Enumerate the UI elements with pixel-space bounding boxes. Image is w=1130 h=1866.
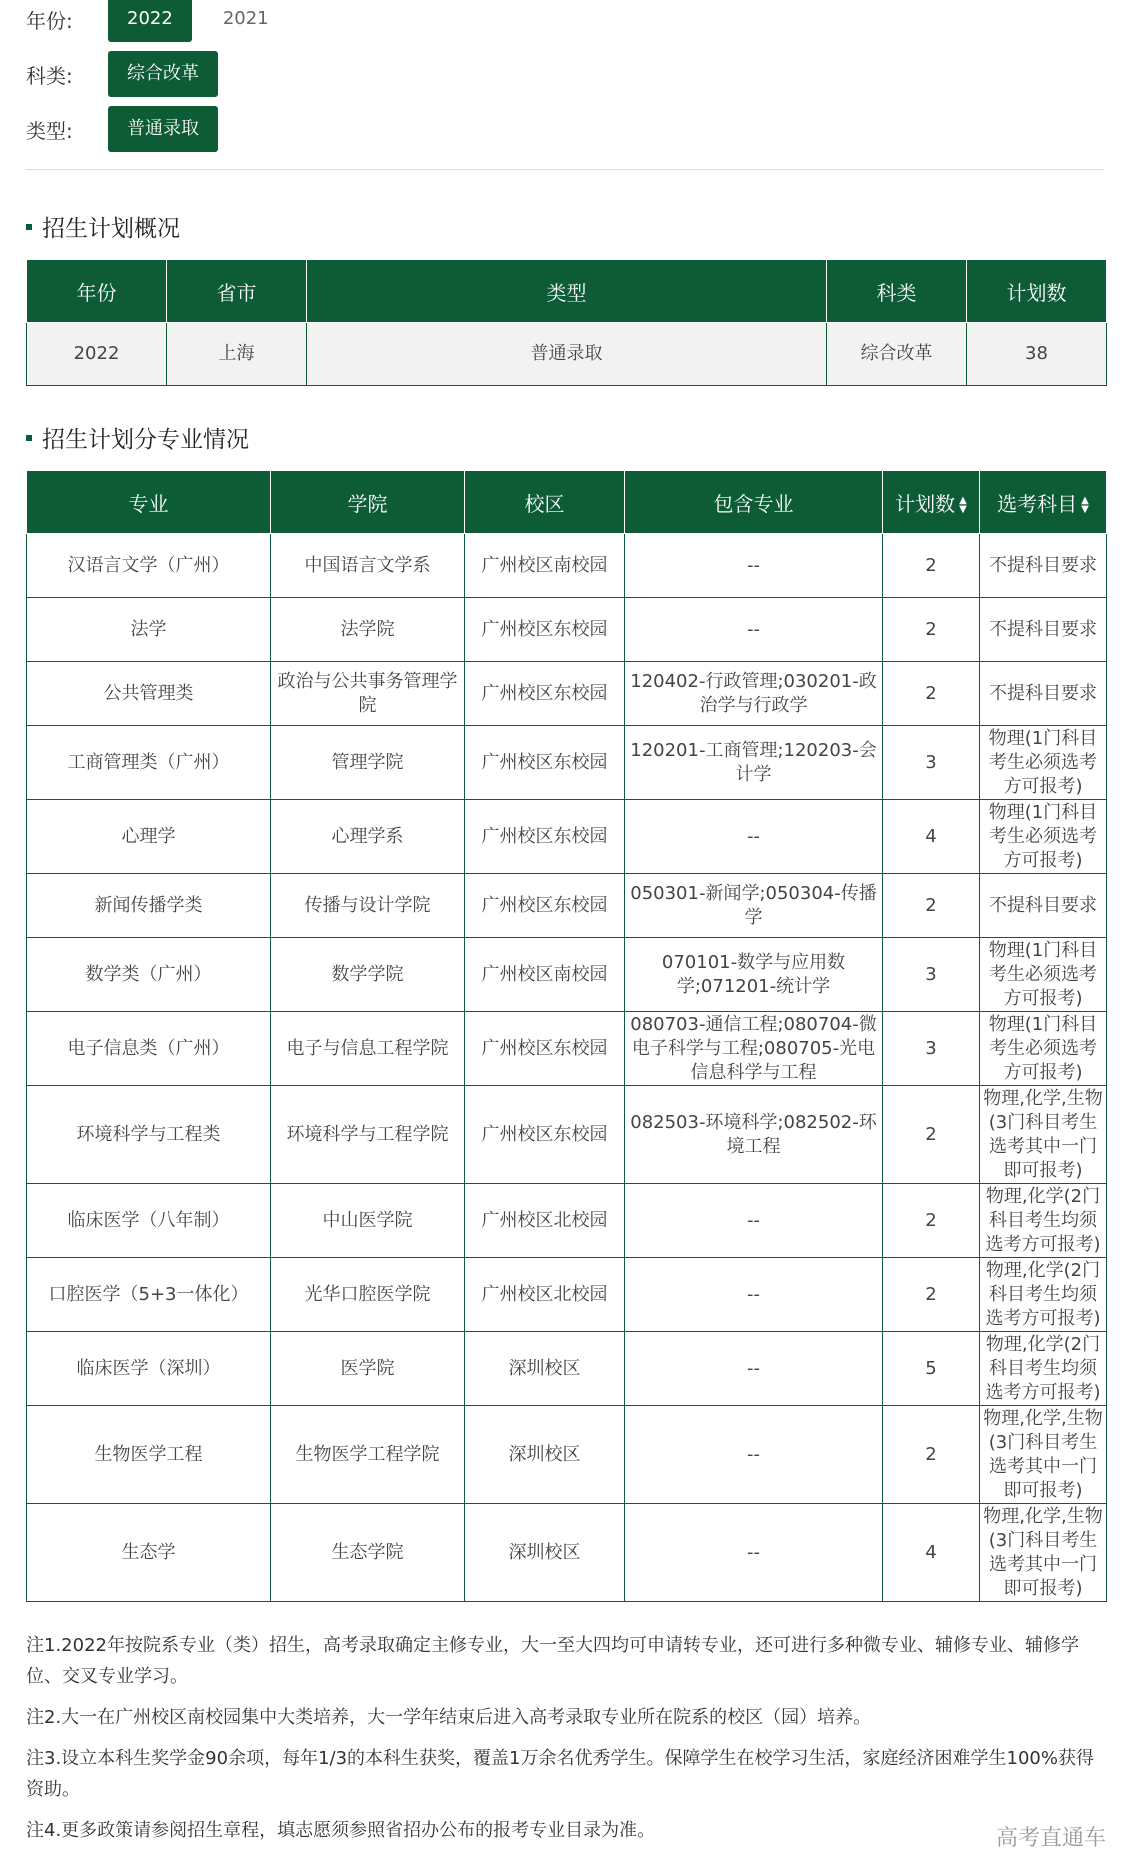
cell-plan-count: 4: [883, 1504, 980, 1602]
filter-type-row: [26, 106, 230, 152]
cell-required-subjects: 物理(1门科目考生必须选考方可报考): [980, 938, 1107, 1012]
cell-required-subjects: 不提科目要求: [980, 662, 1107, 726]
cell-major: 生物医学工程: [27, 1406, 271, 1504]
cell-required-subjects: 物理(1门科目考生必须选考方可报考): [980, 1012, 1107, 1086]
cell-college: 光华口腔医学院: [271, 1258, 465, 1332]
watermark-logo-text: 高考直通车: [995, 1826, 1106, 1851]
table-row: [27, 800, 1107, 874]
cell-major: 公共管理类: [27, 662, 271, 726]
note-item: 注2.大一在广州校区南校园集中大类培养，大一学年结束后进入高考录取专业所在院系的校区（园）培养。: [26, 1707, 872, 1728]
table-row: [27, 662, 1107, 726]
cell-plan-count: 2: [883, 1258, 980, 1332]
cell-major: 汉语言文学（广州）: [27, 534, 271, 598]
cell-required-subjects: 不提科目要求: [980, 874, 1107, 938]
cell-included-majors: --: [625, 1504, 883, 1602]
cell-required-subjects: 物理(1门科目考生必须选考方可报考): [980, 800, 1107, 874]
cell-major: 心理学: [27, 800, 271, 874]
table-row: [27, 1406, 1107, 1504]
cell-plan-count: 4: [883, 800, 980, 874]
overview-header-type: 类型: [307, 260, 827, 323]
cell-campus: 广州校区东校园: [465, 874, 625, 938]
table-row: [27, 1184, 1107, 1258]
cell-plan-count: 3: [883, 938, 980, 1012]
cell-major: 工商管理类（广州）: [27, 726, 271, 800]
overview-data-row: [27, 323, 1107, 386]
cell-included-majors: 120402-行政管理;030201-政治学与行政学: [625, 662, 883, 726]
note-item: 注3.设立本科生奖学金90余项，每年1/3的本科生获奖，覆盖1万余名优秀学生。保障学生在校学习生活，家庭经济困难学生100%获得资助。: [26, 1748, 1094, 1800]
cell-campus: 广州校区南校园: [465, 534, 625, 598]
table-row: [27, 1086, 1107, 1184]
overview-cell-subject: 综合改革: [827, 323, 967, 386]
cell-major: 法学: [27, 598, 271, 662]
cell-college: 生物医学工程学院: [271, 1406, 465, 1504]
cell-college: 传播与设计学院: [271, 874, 465, 938]
cell-plan-count: 2: [883, 1184, 980, 1258]
cell-college: 中国语言文学系: [271, 534, 465, 598]
filter-type-label: 类型:: [26, 118, 73, 143]
cell-required-subjects: 物理(1门科目考生必须选考方可报考): [980, 726, 1107, 800]
cell-required-subjects: 物理,化学(2门科目考生均须选考方可报考): [980, 1184, 1107, 1258]
cell-plan-count: 2: [883, 874, 980, 938]
cell-campus: 广州校区东校园: [465, 662, 625, 726]
cell-campus: 广州校区北校园: [465, 1184, 625, 1258]
cell-college: 环境科学与工程学院: [271, 1086, 465, 1184]
cell-college: 政治与公共事务管理学院: [271, 662, 465, 726]
cell-plan-count: 2: [883, 1406, 980, 1504]
majors-header-major: 专业: [27, 471, 271, 534]
cell-included-majors: 050301-新闻学;050304-传播学: [625, 874, 883, 938]
cell-included-majors: --: [625, 1332, 883, 1406]
cell-plan-count: 2: [883, 598, 980, 662]
cell-campus: 深圳校区: [465, 1332, 625, 1406]
cell-campus: 深圳校区: [465, 1406, 625, 1504]
cell-included-majors: --: [625, 598, 883, 662]
overview-header-subject: 科类: [827, 260, 967, 323]
cell-included-majors: --: [625, 534, 883, 598]
cell-major: 临床医学（深圳）: [27, 1332, 271, 1406]
type-option-selected[interactable]: 普通录取: [108, 106, 218, 152]
overview-cell-province: 上海: [167, 323, 307, 386]
overview-header-plan: 计划数: [967, 260, 1107, 323]
majors-table-body: [27, 534, 1107, 1602]
cell-college: 医学院: [271, 1332, 465, 1406]
sort-icon[interactable]: ▲ ▼: [1081, 495, 1089, 515]
cell-campus: 深圳校区: [465, 1504, 625, 1602]
cell-included-majors: --: [625, 1406, 883, 1504]
cell-major: 临床医学（八年制）: [27, 1184, 271, 1258]
year-option-2022[interactable]: 2022: [108, 0, 192, 42]
cell-major: 新闻传播学类: [27, 874, 271, 938]
filter-year-row: [26, 0, 300, 42]
table-row: [27, 1012, 1107, 1086]
cell-included-majors: 120201-工商管理;120203-会计学: [625, 726, 883, 800]
majors-header-row: [27, 471, 1107, 534]
table-row: [27, 598, 1107, 662]
cell-college: 中山医学院: [271, 1184, 465, 1258]
filter-subject-row: [26, 51, 230, 97]
cell-major: 电子信息类（广州）: [27, 1012, 271, 1086]
cell-included-majors: --: [625, 1184, 883, 1258]
overview-header-province: 省市: [167, 260, 307, 323]
cell-college: 管理学院: [271, 726, 465, 800]
cell-required-subjects: 物理,化学,生物(3门科目考生选考其中一门即可报考): [980, 1406, 1107, 1504]
note-item: 注1.2022年按院系专业（类）招生，高考录取确定主修专业，大一至大四均可申请转专业，还可进行多种微专业、辅修专业、辅修学位、交叉专业学习。: [26, 1635, 1079, 1687]
cell-college: 生态学院: [271, 1504, 465, 1602]
majors-header-plan[interactable]: 计划数 ▲ ▼: [883, 471, 980, 534]
cell-included-majors: 080703-通信工程;080704-微电子科学与工程;080705-光电信息科学与工程: [625, 1012, 883, 1086]
table-row: [27, 534, 1107, 598]
cell-major: 口腔医学（5+3一体化）: [27, 1258, 271, 1332]
table-row: [27, 1504, 1107, 1602]
cell-major: 环境科学与工程类: [27, 1086, 271, 1184]
cell-included-majors: --: [625, 800, 883, 874]
overview-header-year: 年份: [27, 260, 167, 323]
majors-header-required-subjects[interactable]: 选考科目 ▲ ▼: [980, 471, 1107, 534]
cell-required-subjects: 不提科目要求: [980, 534, 1107, 598]
cell-plan-count: 2: [883, 662, 980, 726]
majors-header-college: 学院: [271, 471, 465, 534]
majors-title-text: 招生计划分专业情况: [42, 427, 249, 453]
cell-campus: 广州校区东校园: [465, 800, 625, 874]
cell-campus: 广州校区北校园: [465, 1258, 625, 1332]
overview-cell-year: 2022: [27, 323, 167, 386]
cell-required-subjects: 物理,化学,生物(3门科目考生选考其中一门即可报考): [980, 1086, 1107, 1184]
table-row: [27, 726, 1107, 800]
cell-campus: 广州校区东校园: [465, 1012, 625, 1086]
table-row: [27, 1332, 1107, 1406]
subject-option-selected[interactable]: 综合改革: [108, 51, 218, 97]
cell-college: 法学院: [271, 598, 465, 662]
cell-required-subjects: 物理,化学,生物(3门科目考生选考其中一门即可报考): [980, 1504, 1107, 1602]
cell-included-majors: 082503-环境科学;082502-环境工程: [625, 1086, 883, 1184]
cell-included-majors: --: [625, 1258, 883, 1332]
filter-subject-label: 科类:: [26, 63, 73, 88]
majors-header-included: 包含专业: [625, 471, 883, 534]
year-option-2021[interactable]: 2021: [222, 8, 269, 29]
majors-section-title: [26, 421, 249, 454]
cell-college: 电子与信息工程学院: [271, 1012, 465, 1086]
table-row: [27, 874, 1107, 938]
majors-header-campus: 校区: [465, 471, 625, 534]
overview-cell-type: 普通录取: [307, 323, 827, 386]
filter-year-label: 年份:: [26, 8, 73, 33]
cell-required-subjects: 不提科目要求: [980, 598, 1107, 662]
majors-table: [26, 470, 1107, 1602]
cell-required-subjects: 物理,化学(2门科目考生均须选考方可报考): [980, 1332, 1107, 1406]
cell-major: 生态学: [27, 1504, 271, 1602]
cell-plan-count: 3: [883, 1012, 980, 1086]
overview-table: [26, 259, 1107, 386]
cell-plan-count: 3: [883, 726, 980, 800]
cell-included-majors: 070101-数学与应用数学;071201-统计学: [625, 938, 883, 1012]
filter-divider: [26, 169, 1104, 170]
overview-section-title: [26, 210, 180, 243]
overview-cell-plan: 38: [967, 323, 1107, 386]
cell-campus: 广州校区东校园: [465, 726, 625, 800]
cell-required-subjects: 物理,化学(2门科目考生均须选考方可报考): [980, 1258, 1107, 1332]
cell-plan-count: 2: [883, 534, 980, 598]
notes-section: [26, 1630, 1106, 1856]
section-bullet-icon: [26, 435, 32, 441]
section-bullet-icon: [26, 224, 32, 230]
cell-campus: 广州校区南校园: [465, 938, 625, 1012]
cell-college: 数学学院: [271, 938, 465, 1012]
overview-title-text: 招生计划概况: [42, 216, 180, 242]
table-row: [27, 938, 1107, 1012]
cell-college: 心理学系: [271, 800, 465, 874]
cell-campus: 广州校区东校园: [465, 598, 625, 662]
cell-plan-count: 5: [883, 1332, 980, 1406]
sort-icon[interactable]: ▲ ▼: [959, 495, 967, 515]
note-item: 注4.更多政策请参阅招生章程，填志愿须参照省招办公布的报考专业目录为准。: [26, 1820, 656, 1841]
overview-header-row: [27, 260, 1107, 323]
cell-plan-count: 2: [883, 1086, 980, 1184]
cell-major: 数学类（广州）: [27, 938, 271, 1012]
cell-campus: 广州校区东校园: [465, 1086, 625, 1184]
table-row: [27, 1258, 1107, 1332]
